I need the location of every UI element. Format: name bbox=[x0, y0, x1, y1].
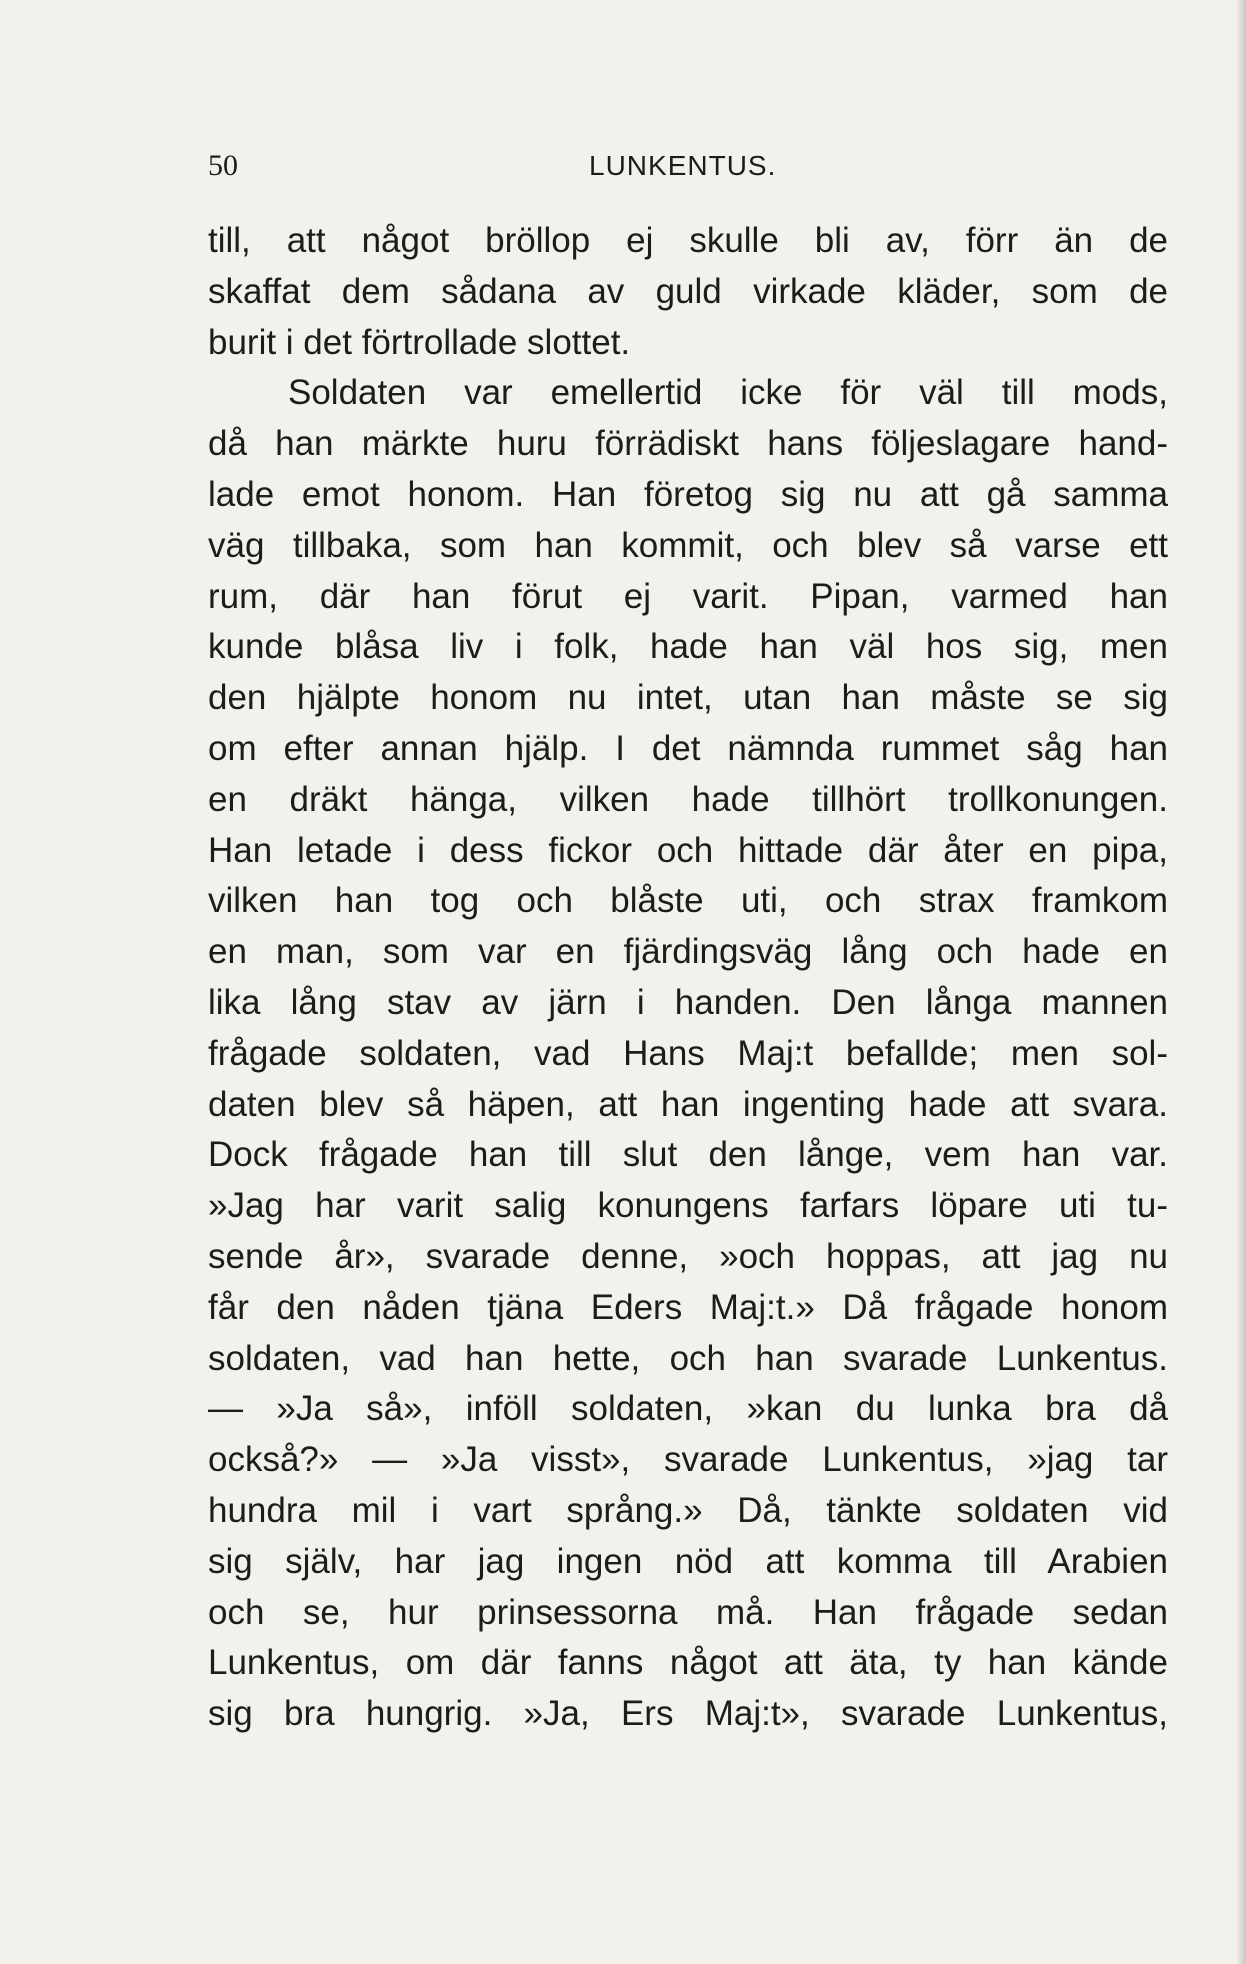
body-text bbox=[208, 216, 1168, 1740]
text-line: till, att något bröllop ej skulle bli av, förr än de bbox=[208, 221, 1168, 260]
running-title: LUNKENTUS. bbox=[589, 150, 777, 181]
text-line: får den nåden tjäna Eders Maj:t.» Då frågade honom bbox=[208, 1287, 1168, 1327]
text-line: Han letade i dess fickor och hittade där åter en pipa, bbox=[208, 830, 1168, 870]
text-line: lika lång stav av järn i handen. Den långa mannen bbox=[208, 982, 1168, 1022]
text-line: också?» — »Ja visst», svarade Lunkentus, »jag tar bbox=[208, 1440, 1168, 1480]
text-line: skaffat dem sådana av guld virkade kläder, som de bbox=[208, 271, 1168, 311]
text-line: hundra mil i vart språng.» Då, tänkte soldaten vid bbox=[208, 1490, 1168, 1530]
text-line: sig bra hungrig. »Ja, Ers Maj:t», svarade Lunkentus, bbox=[208, 1694, 1168, 1734]
text-line: sig själv, har jag ingen nöd att komma till Arabien bbox=[208, 1541, 1168, 1581]
text-line: — »Ja så», inföll soldaten, »kan du lunka bra då bbox=[208, 1389, 1168, 1429]
text-line: en dräkt hänga, vilken hade tillhört trollkonungen. bbox=[208, 779, 1168, 819]
text-line: rum, där han förut ej varit. Pipan, varmed han bbox=[208, 576, 1168, 616]
text-line: soldaten, vad han hette, och han svarade Lunkentus. bbox=[208, 1338, 1168, 1378]
text-line: en man, som var en fjärdingsväg lång och hade en bbox=[208, 932, 1168, 972]
text-line: väg tillbaka, som han kommit, och blev så varse ett bbox=[208, 525, 1168, 565]
text-line: och se, hur prinsessorna må. Han frågade sedan bbox=[208, 1592, 1168, 1632]
text-line: den hjälpte honom nu intet, utan han måste se sig bbox=[208, 678, 1168, 718]
page-number: 50 bbox=[208, 149, 238, 182]
text-line: Soldaten var emellertid icke för väl till mods, bbox=[288, 373, 1168, 413]
text-line: kunde blåsa liv i folk, hade han väl hos sig, men bbox=[208, 627, 1168, 667]
page-header bbox=[208, 146, 1168, 186]
text-line: »Jag har varit salig konungens farfars löpare uti tu- bbox=[208, 1186, 1168, 1226]
text-line: om efter annan hjälp. I det nämnda rummet såg han bbox=[208, 728, 1168, 768]
text-line: daten blev så häpen, att han ingenting hade att svara. bbox=[208, 1084, 1168, 1124]
text-line: burit i det förtrollade slottet. bbox=[208, 322, 631, 362]
text-line: Lunkentus, om där fanns något att äta, ty han kände bbox=[208, 1643, 1168, 1683]
text-line: sende år», svarade denne, »och hoppas, att jag nu bbox=[208, 1236, 1168, 1276]
text-line: då han märkte huru förrädiskt hans följeslagare hand- bbox=[208, 424, 1168, 464]
text-line: vilken han tog och blåste uti, och strax framkom bbox=[208, 881, 1168, 921]
text-line: frågade soldaten, vad Hans Maj:t befallde; men sol- bbox=[208, 1033, 1168, 1073]
text-line: lade emot honom. Han företog sig nu att gå samma bbox=[208, 474, 1168, 514]
page-edge-shadow bbox=[1236, 0, 1246, 1964]
text-line: Dock frågade han till slut den långe, vem han var. bbox=[208, 1135, 1168, 1175]
